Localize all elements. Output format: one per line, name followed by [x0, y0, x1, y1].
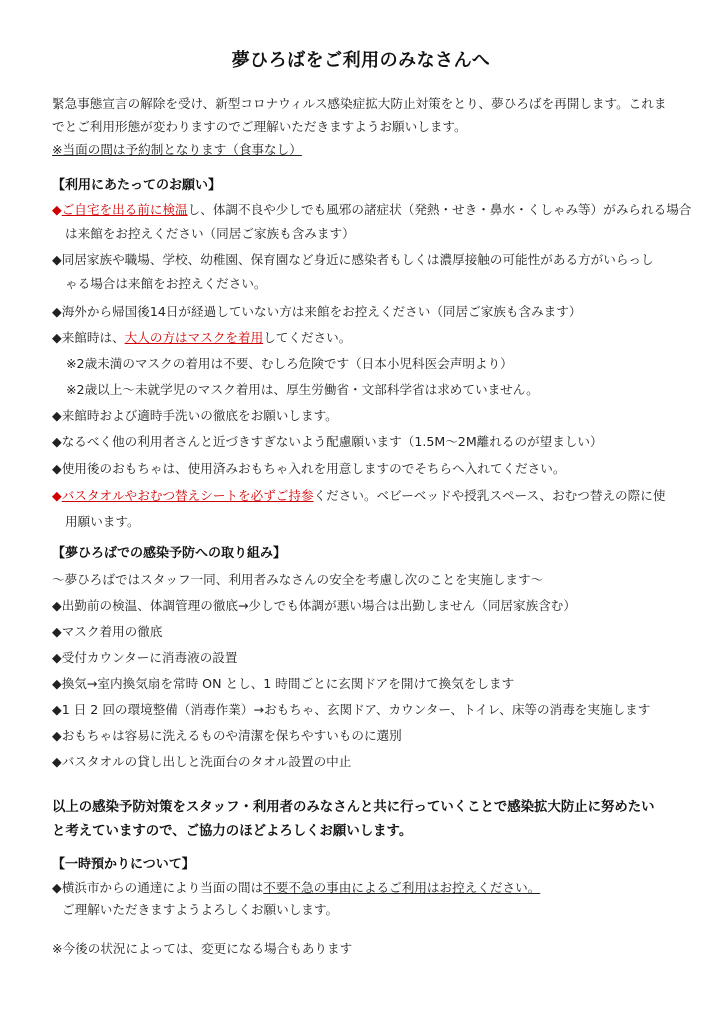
intro-line: 緊急事態宣言の解除を受け、新型コロナウィルス感染症拡大防止対策をとり、夢ひろばを再開します。これま: [52, 96, 667, 111]
list-item: ◆来館時および適時手洗いの徹底をお願いします。: [52, 408, 338, 423]
mask-note: ※2歳以上～未就学児のマスク着用は、厚生労働省・文部科学省は求めていません。: [66, 382, 539, 397]
list-item-continuation: は来館をお控えください（同居ご家族も含みます）: [65, 226, 355, 241]
bullet-icon: ◆: [52, 488, 62, 503]
bullet-icon: ◆: [52, 434, 62, 449]
bullet-icon: ◆: [52, 624, 62, 639]
reservation-note: ※当面の間は予約制となります（食事なし）: [52, 142, 302, 157]
section-heading-prevention: 【夢ひろばでの感染予防への取り組み】: [52, 546, 287, 561]
list-item: ◆なるべく他の利用者さんと近づきすぎないよう配慮願います（1.5M～2M離れるのが望ましい）: [52, 434, 603, 449]
intro-paragraph: [52, 92, 682, 161]
bullet-icon: ◆: [52, 728, 62, 743]
section-heading-childcare: 【一時預かりについて】: [52, 857, 195, 872]
list-item: ◆使用後のおもちゃは、使用済みおもちゃ入れを用意しますのでそちらへ入れてください。: [52, 461, 566, 476]
list-item: ◆換気→室内換気扇を常時 ON とし、1 時間ごとに玄関ドアを開けて換気をします: [52, 676, 515, 691]
bullet-icon: ◆: [52, 202, 62, 217]
mask-note: ※2歳未満のマスクの着用は不要、むしろ危険です（日本小児科医会声明より）: [66, 356, 513, 371]
underlined-text: 不要不急の事由によるご利用はお控えください。: [263, 880, 541, 895]
list-item: ◆ご自宅を出る前に検温し、体調不良や少しでも風邪の諸症状（発熱・せき・鼻水・くしゃみ等）がみられる場合: [52, 202, 692, 217]
list-item: ◆来館時は、大人の方はマスクを着用してください。: [52, 330, 352, 345]
bullet-icon: ◆: [52, 702, 62, 717]
list-item: ◆バスタオルの貸し出しと洗面台のタオル設置の中止: [52, 754, 352, 769]
list-item: ◆同居家族や職場、学校、幼稚園、保育園など身近に感染者もしくは濃厚接触の可能性がある方がいらっし: [52, 252, 654, 267]
list-item: ◆海外から帰国後14日が経過していない方は来館をお控えください（同居ご家族も含みます）: [52, 304, 582, 319]
closing-line: と考えていますので、ご協力のほどよろしくお願いします。: [52, 824, 413, 839]
list-item: ◆おもちゃは容易に洗えるものや清潔を保ちやすいものに選別: [52, 728, 402, 743]
footer-note: ※今後の状況によっては、変更になる場合もあります: [52, 941, 353, 956]
closing-line: 以上の感染予防対策をスタッフ・利用者のみなさんと共に行っていくことで感染拡大防止に努めたい: [52, 800, 655, 815]
bullet-icon: ◆: [52, 252, 62, 267]
highlight-text: ご自宅を出る前に検温: [61, 202, 188, 217]
closing-paragraph: [52, 796, 684, 844]
list-item-continuation: 用願います。: [65, 514, 140, 529]
highlight-text: 大人の方はマスクを着用: [124, 330, 264, 345]
page-title: 夢ひろばをご利用のみなさんへ: [231, 50, 491, 71]
list-item-continuation: ゃる場合は来館をお控えください。: [65, 276, 267, 291]
bullet-icon: ◆: [52, 461, 62, 476]
list-item: ◆受付カウンターに消毒液の設置: [52, 650, 238, 665]
list-item: ◆1 日 2 回の環境整備（消毒作業）→おもちゃ、玄関ドア、カウンター、トイレ、床等の消毒を実施します: [52, 702, 651, 717]
bullet-icon: ◆: [52, 304, 62, 319]
section-heading-usage: 【利用にあたってのお願い】: [52, 178, 222, 193]
list-item: ◆出勤前の検温、体調管理の徹底→少しでも体調が悪い場合は出勤しません（同居家族含む）: [52, 598, 576, 613]
bullet-icon: ◆: [52, 676, 62, 691]
bullet-icon: ◆: [52, 598, 62, 613]
bullet-icon: ◆: [52, 880, 62, 895]
highlight-text: バスタオルやおむつ替えシートを必ずご持参: [61, 488, 314, 503]
list-item-continuation: ご理解いただきますようよろしくお願いします。: [62, 902, 339, 917]
bullet-icon: ◆: [52, 650, 62, 665]
bullet-icon: ◆: [52, 330, 62, 345]
bullet-icon: ◆: [52, 754, 62, 769]
intro-line: でとご利用形態が変わりますのでご理解いただきますようお願いします。: [52, 119, 467, 134]
section-lead: ～夢ひろばではスタッフ一同、利用者みなさんの安全を考慮し次のことを実施します～: [52, 572, 544, 587]
bullet-icon: ◆: [52, 408, 62, 423]
list-item: ◆バスタオルやおむつ替えシートを必ずご持参ください。ベビーベッドや授乳スペース、おむつ替えの際に使: [52, 488, 666, 503]
list-item: ◆横浜市からの通達により当面の間は不要不急の事由によるご利用はお控えください。: [52, 880, 541, 895]
list-item: ◆マスク着用の徹底: [52, 624, 163, 639]
